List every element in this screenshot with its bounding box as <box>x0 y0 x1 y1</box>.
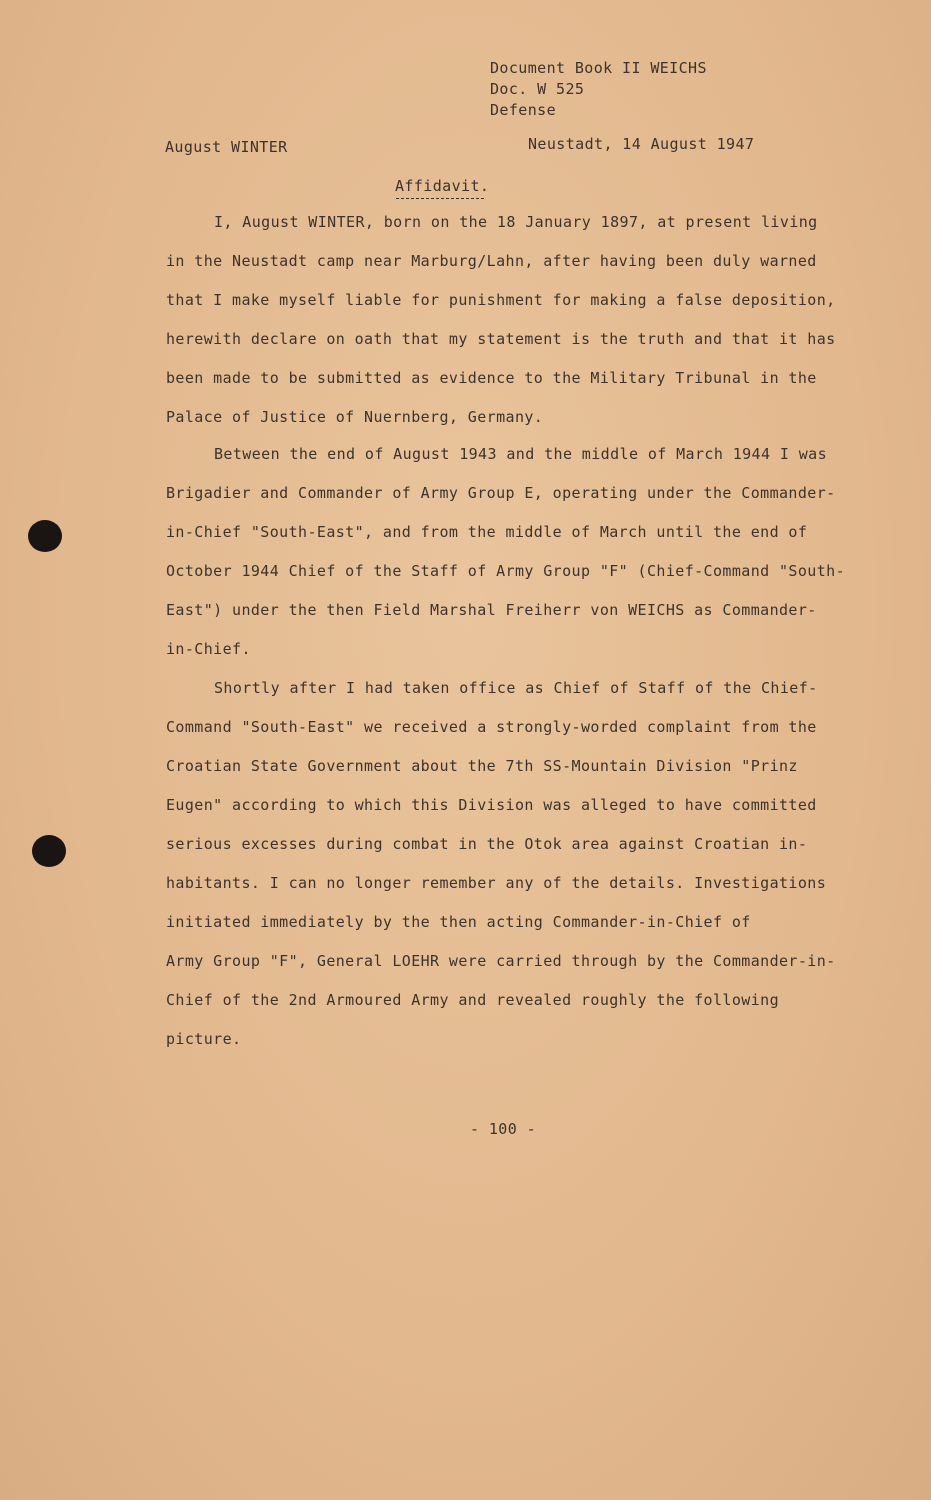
paragraph-line: Army Group "F", General LOEHR were carried through by the Commander-in- <box>166 952 836 970</box>
paragraph-line: I, August WINTER, born on the 18 January 1897, at present living <box>214 213 818 231</box>
author-name: August WINTER <box>165 138 288 156</box>
paragraph-line: serious excesses during combat in the Otok area against Croatian in- <box>166 835 808 853</box>
paragraph-complaint <box>166 669 866 1059</box>
paragraph-line: in the Neustadt camp near Marburg/Lahn, after having been duly warned <box>166 252 817 270</box>
document-title: Affidavit. <box>395 177 490 195</box>
paragraph-line: picture. <box>166 1030 242 1048</box>
paragraph-line: Brigadier and Commander of Army Group E, operating under the Commander- <box>166 484 836 502</box>
punch-hole-lower <box>32 835 66 867</box>
paragraph-line: Croatian State Government about the 7th SS-Mountain Division "Prinz <box>166 757 798 775</box>
paragraph-line: initiated immediately by the then acting Commander-in-Chief of <box>166 913 751 931</box>
paragraph-line: Shortly after I had taken office as Chief of Staff of the Chief- <box>214 679 818 697</box>
punch-hole-upper <box>28 520 62 552</box>
paragraph-line: herewith declare on oath that my statement is the truth and that it has <box>166 330 836 348</box>
paragraph-line: Between the end of August 1943 and the middle of March 1944 I was <box>214 445 827 463</box>
paragraph-line: in-Chief "South-East", and from the middle of March until the end of <box>166 523 808 541</box>
place-date: Neustadt, 14 August 1947 <box>528 135 755 153</box>
paragraph-line: East") under the then Field Marshal Freiherr von WEICHS as Commander- <box>166 601 817 619</box>
paragraph-oath <box>166 203 866 437</box>
header-party: Defense <box>490 101 557 119</box>
title-underline <box>396 198 484 199</box>
paragraph-line: Palace of Justice of Nuernberg, Germany. <box>166 408 544 426</box>
paragraph-line: that I make myself liable for punishment for making a false deposition, <box>166 291 836 309</box>
paragraph-line: been made to be submitted as evidence to the Military Tribunal in the <box>166 369 817 387</box>
document-header <box>490 58 707 121</box>
paragraph-line: Command "South-East" we received a strongly-worded complaint from the <box>166 718 817 736</box>
paragraph-line: Chief of the 2nd Armoured Army and revealed roughly the following <box>166 991 779 1009</box>
paragraph-line: habitants. I can no longer remember any of the details. Investigations <box>166 874 827 892</box>
header-doc-number: Doc. W 525 <box>490 80 585 98</box>
header-book: Document Book II WEICHS <box>490 59 707 77</box>
paragraph-service <box>166 435 866 669</box>
page-number: - 100 - <box>470 1120 537 1138</box>
paragraph-line: Eugen" according to which this Division was alleged to have committed <box>166 796 817 814</box>
paragraph-line: October 1944 Chief of the Staff of Army Group "F" (Chief-Command "South- <box>166 562 846 580</box>
paragraph-line: in-Chief. <box>166 640 251 658</box>
